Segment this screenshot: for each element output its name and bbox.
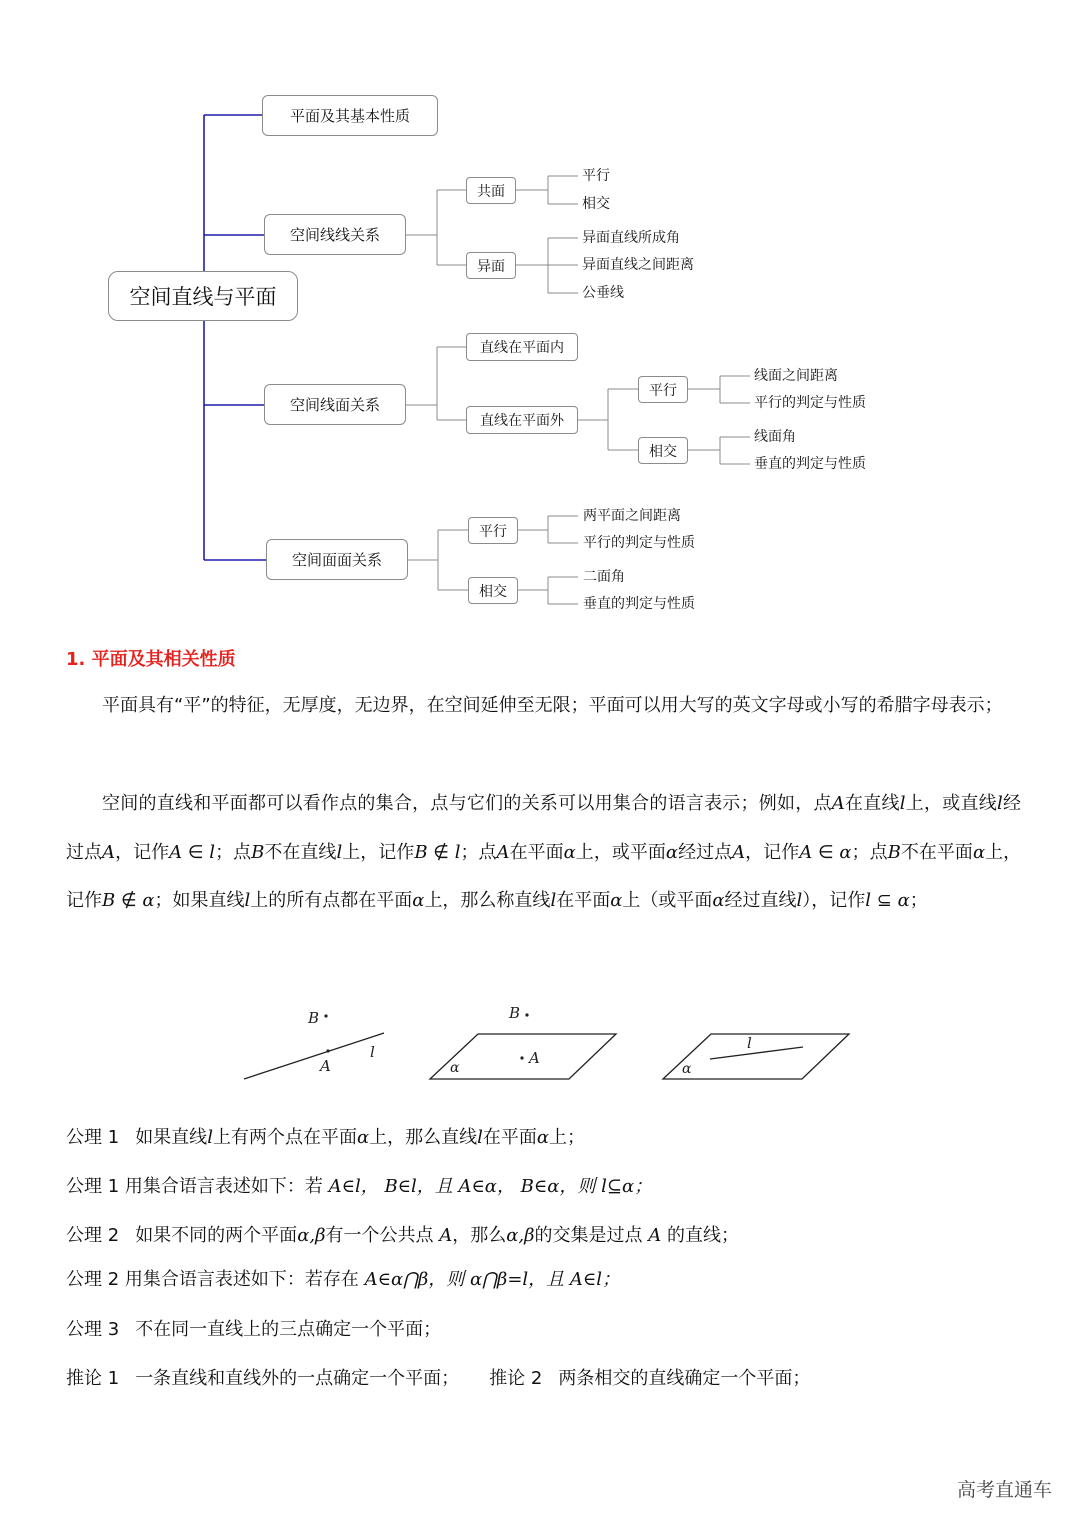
branch-line-line: 空间线线关系 [264, 214, 406, 255]
root-node: 空间直线与平面 [108, 271, 298, 321]
fig2-label-alpha: α [450, 1060, 460, 1076]
node-line-in-plane: 直线在平面内 [466, 333, 578, 361]
node-line-plane-intersect: 相交 [638, 437, 688, 464]
fig1-label-b: B [308, 1009, 320, 1027]
leaf-dihedral-angle: 二面角 [583, 569, 625, 585]
fig2-label-a: A [529, 1049, 540, 1067]
axiom-3: 公理 3 不在同一直线上的三点确定一个平面； [66, 1319, 442, 1340]
node-line-out-plane: 直线在平面外 [466, 406, 578, 434]
figure-line-in-plane [663, 1034, 849, 1079]
branch-plane-plane: 空间面面关系 [266, 539, 408, 580]
leaf-skew-distance: 异面直线之间距离 [582, 257, 694, 273]
fig3-label-l: l [747, 1034, 752, 1052]
leaf-line-plane-perpendicular: 垂直的判定与性质 [754, 456, 866, 472]
fig1-label-l: l [370, 1043, 375, 1061]
leaf-coplanar-intersect: 相交 [582, 196, 610, 212]
corollaries: 推论 1 一条直线和直线外的一点确定一个平面； 推论 2 两条相交的直线确定一个平面； [66, 1368, 811, 1389]
node-plane-plane-intersect: 相交 [468, 577, 518, 604]
figures-point-line-plane [230, 995, 870, 1090]
fig1-label-a: A [320, 1057, 331, 1075]
leaf-plane-perpendicular: 垂直的判定与性质 [583, 596, 695, 612]
paragraph-set-notation: 空间的直线和平面都可以看作点的集合，点与它们的关系可以用集合的语言表示；例如，点A在直线l上，或直线l经过点A，记作A ∈ l；点B不在直线l上，记作B ∉ l；点A在平面α上，或平面α经过点A，记作A ∈ α；点B不在平面α上，记作B ∉ α；如果直线l上的所有点都在平面α上，那么称直线l在平面α上（或平面α经过直线l），记作l ⊆ α； [66, 793, 1022, 911]
footer-watermark: 高考直通车 [956, 1479, 1052, 1501]
figure-point-plane [430, 1004, 616, 1079]
leaf-skew-angle: 异面直线所成角 [582, 230, 680, 246]
axiom-2: 公理 2 如果不同的两个平面α,β有一个公共点 A，那么α,β的交集是过点 A 的直线； [66, 1225, 739, 1246]
leaf-coplanar-parallel: 平行 [582, 168, 610, 184]
section-heading: 1. 平面及其相关性质 [66, 649, 236, 670]
leaf-line-plane-parallel-criteria: 平行的判定与性质 [754, 395, 866, 411]
node-line-plane-parallel: 平行 [638, 376, 688, 403]
node-coplanar: 共面 [466, 177, 516, 204]
leaf-plane-distance: 两平面之间距离 [583, 508, 681, 524]
axiom-2-set-form: 公理 2 用集合语言表述如下：若存在 A∈α⋂β，则 α⋂β=l，且 A∈l； [66, 1269, 620, 1290]
fig2-label-b: B [509, 1004, 521, 1022]
leaf-line-plane-distance: 线面之间距离 [754, 368, 838, 384]
branch-planes-basics: 平面及其基本性质 [262, 95, 438, 136]
leaf-line-plane-angle: 线面角 [754, 429, 796, 445]
fig3-label-alpha: α [682, 1061, 692, 1077]
axiom-1-set-form: 公理 1 用集合语言表述如下：若 A∈l， B∈l，且 A∈α， B∈α，则 l⊆α； [66, 1176, 653, 1197]
node-plane-plane-parallel: 平行 [468, 517, 518, 544]
paragraph-plane-definition: 平面具有“平”的特征，无厚度，无边界，在空间延伸至无限；平面可以用大写的英文字母或小写的希腊字母表示； [102, 695, 1003, 716]
mind-map [0, 0, 1080, 640]
node-skew: 异面 [466, 252, 516, 279]
axiom-1: 公理 1 如果直线l上有两个点在平面α上，那么直线l在平面α上； [66, 1127, 586, 1148]
branch-line-plane: 空间线面关系 [264, 384, 406, 425]
leaf-skew-common-perpendicular: 公垂线 [582, 285, 624, 301]
figure-point-line [244, 1009, 384, 1079]
leaf-plane-parallel-criteria: 平行的判定与性质 [583, 535, 695, 551]
